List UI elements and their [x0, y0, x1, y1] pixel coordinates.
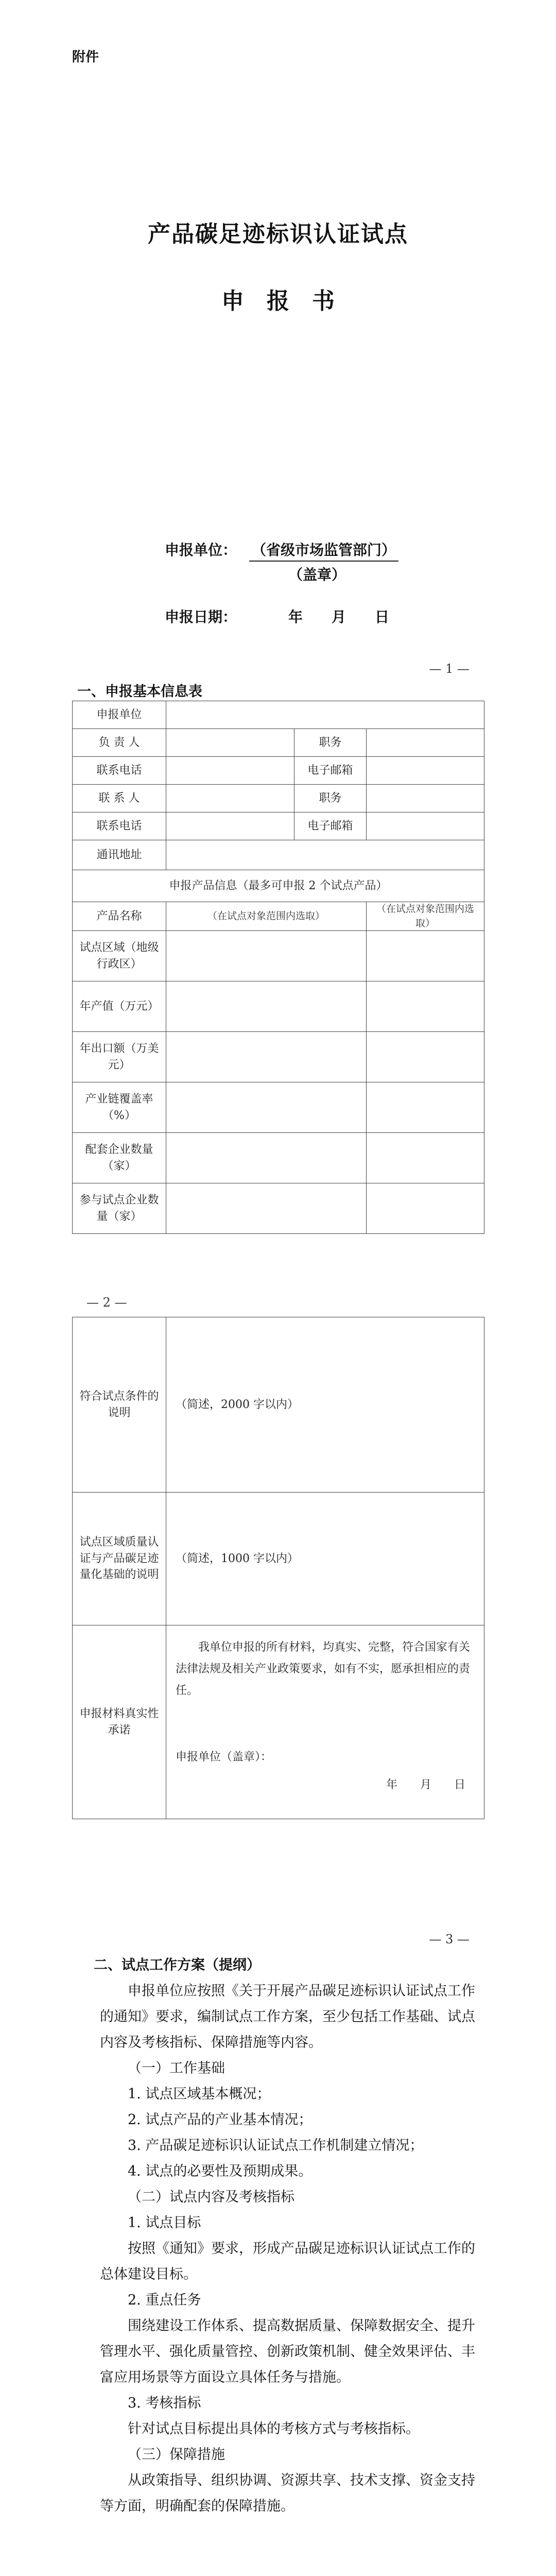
field-conditions-hint: （简述，2000 字以内） — [166, 1317, 484, 1493]
unit-label: 申报单位： — [165, 541, 237, 558]
unit-value: （省级市场监管部门） — [249, 539, 398, 562]
label-participating-enterprises: 参与试点企业数量（家） — [73, 1183, 166, 1234]
field-participating-1 — [166, 1183, 367, 1234]
field-position-2 — [367, 785, 484, 812]
foundation-item: 2. 试点产品的产业基本情况； — [128, 2112, 312, 2128]
label-output-value: 年产值（万元） — [73, 981, 166, 1032]
document-title: 产品碳足迹标识认证试点 — [148, 221, 408, 247]
label-email-1: 电子邮箱 — [294, 757, 367, 785]
field-contact — [166, 785, 294, 812]
label-certification-basis: 试点区域质量认证与产品碳足迹量化基础的说明 — [73, 1493, 166, 1625]
label-localization-rate: 产业链覆盖率（%） — [73, 1082, 166, 1133]
key-tasks-text: 围绕建设工作体系、提高数据质量、保障数据安全、提升管理水平、强化质量管控、创新政策机制、健全效果评估、丰富应用场景等方面设立具体任务与措施。 — [100, 2318, 475, 2385]
foundation-item: 1. 试点区域基本概况； — [128, 2086, 271, 2102]
work-plan-intro: 申报单位应按照《关于开展产品碳足迹标识认证试点工作的通知》要求，编制试点工作方案，至少包括工作基础、试点内容及考核指标、保障措施等内容。 — [100, 1983, 475, 2050]
field-localization-2 — [367, 1082, 484, 1133]
authenticity-promise-cell — [166, 1625, 484, 1819]
field-phone-1 — [166, 757, 294, 785]
label-position-1: 职务 — [294, 729, 367, 757]
label-product-name: 产品名称 — [73, 902, 166, 931]
field-applicant — [166, 701, 484, 729]
label-position-2: 职务 — [294, 785, 367, 812]
field-output-1 — [166, 981, 367, 1032]
product-hint-1: （在试点对象范围内选取） — [166, 902, 367, 931]
label-person-in-charge: 负 责 人 — [73, 729, 166, 757]
section-title-work-plan: 二、试点工作方案（提纲） — [94, 1957, 260, 1973]
stamp-note: （盖章） — [288, 566, 346, 583]
field-export-1 — [166, 1032, 367, 1082]
basic-info-table — [72, 701, 484, 1234]
safeguards-text: 从政策指导、组织协调、资源共享、技术支撑、资金支持等方面，明确配套的保障措施。 — [100, 2472, 475, 2514]
field-region-2 — [367, 931, 484, 981]
label-phone-1: 联系电话 — [73, 757, 166, 785]
page-number-3: — 3 — — [429, 1932, 470, 1946]
label-export-value: 年出口额（万美元） — [73, 1032, 166, 1082]
page-number-1: — 1 — — [429, 662, 470, 676]
field-supporting-1 — [166, 1133, 367, 1183]
label-conditions: 符合试点条件的说明 — [73, 1317, 166, 1493]
label-phone-2: 联系电话 — [73, 812, 166, 840]
label-applicant: 申报单位 — [73, 701, 166, 729]
subsection-foundation: （一）工作基础 — [128, 2060, 225, 2076]
date-value: 年 月 日 — [288, 608, 390, 625]
label-supporting-enterprises: 配套企业数量（家） — [73, 1133, 166, 1183]
field-certification-hint: （简述，1000 字以内） — [166, 1493, 484, 1625]
item-assessment-indicators: 3. 考核指标 — [128, 2395, 201, 2411]
label-authenticity-promise: 申报材料真实性承诺 — [73, 1625, 166, 1819]
item-key-tasks: 2. 重点任务 — [128, 2292, 201, 2308]
field-phone-2 — [166, 812, 294, 840]
field-address — [166, 840, 484, 870]
promise-text: 我单位申报的所有材料，均真实、完整，符合国家有关法律法规及相关产业政策要求，如有不实，愿承担相应的责任。 — [176, 1641, 471, 1697]
pilot-goal-text: 按照《通知》要求，形成产品碳足迹标识认证试点工作的总体建设目标。 — [100, 2241, 475, 2282]
attachment-label: 附件 — [72, 49, 99, 65]
field-supporting-2 — [367, 1133, 484, 1183]
product-info-header: 申报产品信息（最多可申报 2 个试点产品） — [73, 870, 484, 902]
subsection-safeguards: （三）保障措施 — [128, 2447, 225, 2463]
promise-unit-label: 申报单位（盖章）： — [176, 1751, 272, 1764]
field-export-2 — [367, 1032, 484, 1082]
page-number-2: — 2 — — [86, 1295, 127, 1310]
field-email-2 — [367, 812, 484, 840]
description-table — [72, 1317, 484, 1819]
label-contact: 联 系 人 — [73, 785, 166, 812]
field-participating-2 — [367, 1183, 484, 1234]
assessment-indicators-text: 针对试点目标提出具体的考核方式与考核指标。 — [128, 2421, 420, 2437]
subsection-content-indicators: （二）试点内容及考核指标 — [128, 2189, 294, 2205]
field-position-1 — [367, 729, 484, 757]
field-output-2 — [367, 981, 484, 1032]
document-subtitle: 申 报 书 — [221, 288, 335, 314]
label-address: 通讯地址 — [73, 840, 166, 870]
field-email-1 — [367, 757, 484, 785]
label-email-2: 电子邮箱 — [294, 812, 367, 840]
field-region-1 — [166, 931, 367, 981]
section-title-basic-info: 一、申报基本信息表 — [77, 684, 202, 700]
item-pilot-goal: 1. 试点目标 — [128, 2215, 201, 2231]
field-person-in-charge — [166, 729, 294, 757]
foundation-item: 4. 试点的必要性及预期成果。 — [128, 2163, 312, 2179]
label-region: 试点区域（地级行政区） — [73, 931, 166, 981]
promise-date: 年 月 日 — [386, 1778, 465, 1791]
date-label: 申报日期： — [165, 608, 237, 625]
work-plan-section — [94, 1953, 484, 2519]
field-localization-1 — [166, 1082, 367, 1133]
product-hint-2: （在试点对象范围内选取） — [367, 902, 484, 931]
foundation-item: 3. 产品碳足迹标识认证试点工作机制建立情况； — [128, 2138, 424, 2154]
